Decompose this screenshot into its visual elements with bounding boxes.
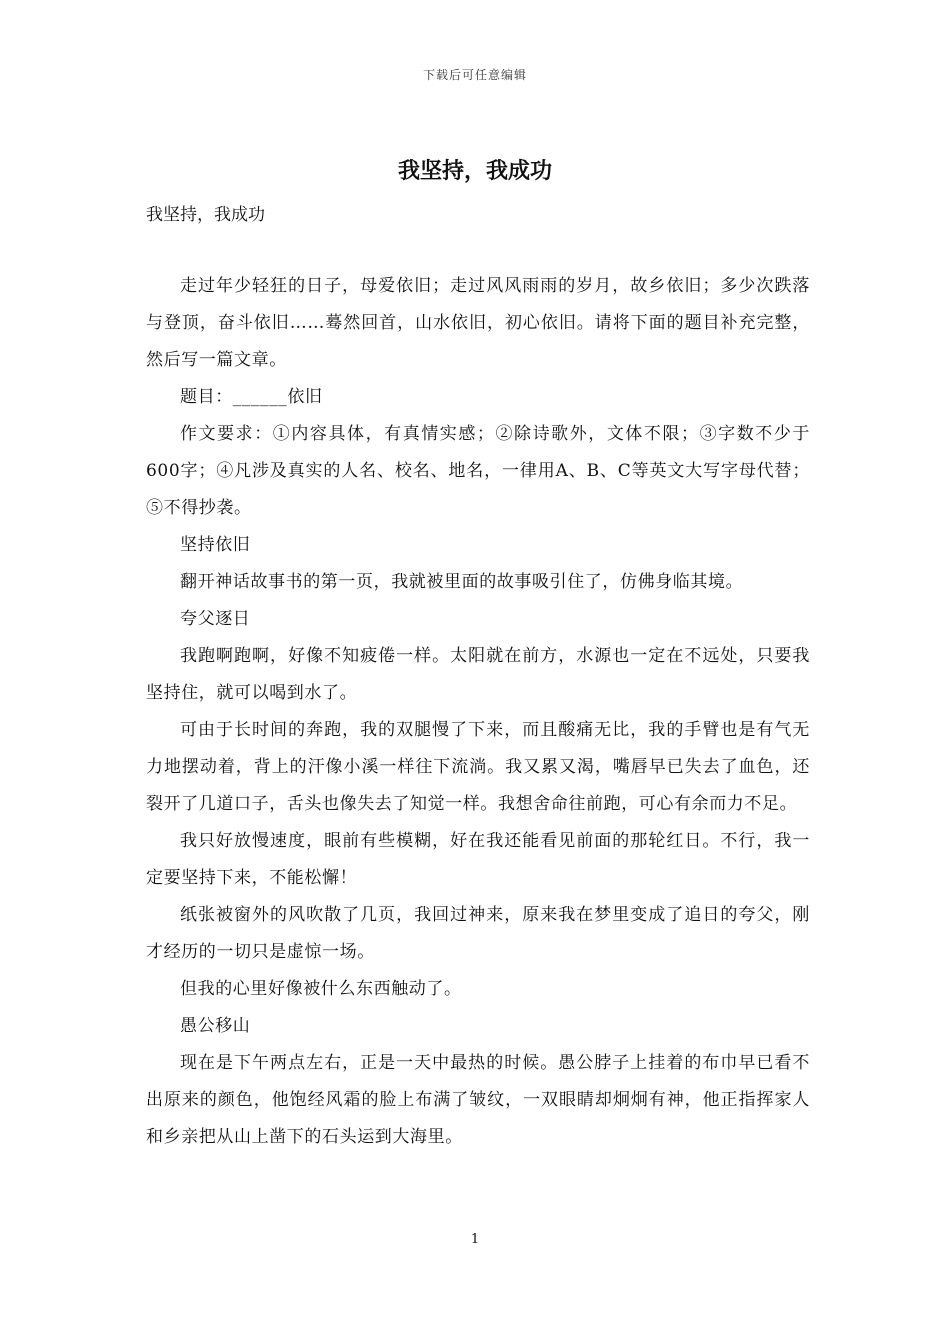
paragraph: 翻开神话故事书的第一页，我就被里面的故事吸引住了，仿佛身临其境。 xyxy=(180,572,744,592)
paragraph-topic: 题目：______依旧 xyxy=(180,387,323,407)
paragraph: 现在是下午两点左右，正是一天中最热的时候。愚公脖子上挂着的布巾早已看不出原来的颜色，他饱经风霜的脸上布满了皱纹，一双眼睛却炯炯有神，他正指挥家人和乡亲把从山上凿下的石头运到大海里。 xyxy=(146,1053,810,1147)
essay-title: 坚持依旧 xyxy=(180,535,251,555)
document-title: 我坚持，我成功 xyxy=(397,158,552,184)
document-body xyxy=(146,268,810,1156)
paragraph: 但我的心里好像被什么东西触动了。 xyxy=(180,979,462,999)
document-subtitle: 我坚持，我成功 xyxy=(146,205,265,225)
paragraph-intro: 走过年少轻狂的日子，母爱依旧；走过风风雨雨的岁月，故乡依旧；多少次跌落与登顶，奋斗依旧……蓦然回首，山水依旧，初心依旧。请将下面的题目补充完整，然后写一篇文章。 xyxy=(146,276,810,370)
paragraph: 我只好放慢速度，眼前有些模糊，好在我还能看见前面的那轮红日。不行，我一定要坚持下来，不能松懈！ xyxy=(146,831,810,888)
paragraph: 可由于长时间的奔跑，我的双腿慢了下来，而且酸痛无比，我的手臂也是有气无力地摆动着，背上的汗像小溪一样往下流淌。我又累又渴，嘴唇早已失去了血色，还裂开了几道口子，舌头也像失去了知觉一样。我想舍命往前跑，可心有余而力不足。 xyxy=(146,720,810,814)
paragraph: 我跑啊跑啊，好像不知疲倦一样。太阳就在前方，水源也一定在不远处，只要我坚持住，就可以喝到水了。 xyxy=(146,646,810,703)
paragraph-requirements: 作文要求：①内容具体，有真情实感；②除诗歌外，文体不限；③字数不少于600字；④凡涉及真实的人名、校名、地名，一律用A、B、C等英文大写字母代替；⑤不得抄袭。 xyxy=(146,424,810,518)
section-heading: 夸父逐日 xyxy=(180,609,251,629)
page-number: 1 xyxy=(470,1232,480,1247)
page-header-note: 下载后可任意编辑 xyxy=(422,68,527,82)
section-heading: 愚公移山 xyxy=(180,1016,251,1036)
paragraph: 纸张被窗外的风吹散了几页，我回过神来，原来我在梦里变成了追日的夸父，刚才经历的一切只是虚惊一场。 xyxy=(146,905,810,962)
